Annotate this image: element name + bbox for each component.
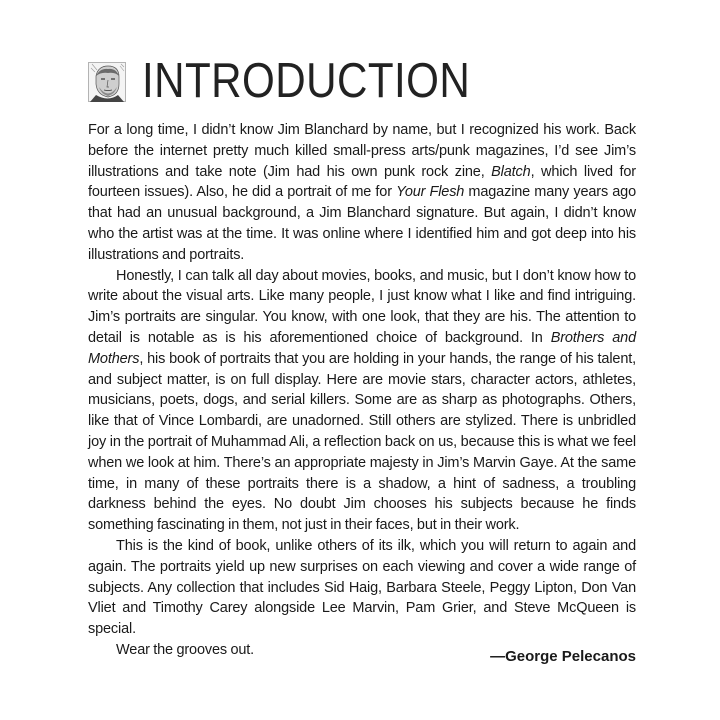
author-portrait-icon [88, 62, 126, 102]
paragraph [88, 536, 636, 640]
paragraph-text: For a long time, I didn’t know Jim Blanchard by name, but I recognized his work. Back before the internet pretty much killed small-press arts/punk magazines, I’d see Jim’s illustrations and take note (Jim had his own punk rock zine, [88, 122, 636, 180]
chapter-heading [88, 56, 524, 106]
book-title: Brothers and Mothers [88, 329, 636, 367]
paragraph-text: This is the kind of book, unlike others of its ilk, which you will return to again and again. The portraits yield up new surprises on each viewing and cover a wide range of subjects. Any collection that includes Sid Haig, Barbara Steele, Peggy Lipton, Don Van Vliet and Timothy Carey alongside Lee Marvin, Pam Grier, and Steve McQueen is special. [88, 537, 636, 638]
article-body [88, 120, 636, 661]
paragraph-text: Honestly, I can talk all day about movies, books, and music, but I don’t know how to write about the visual arts. Like many people, I just know what I like and find intriguing. Jim’s portraits are singular. You know, with one look, that they are his. The attention to detail is notable as is his aforementioned choice of background. In [88, 267, 636, 346]
paragraph-text: , which lived for fourteen issues). Also, he did a portrait of me for [88, 163, 636, 201]
paragraph-text: magazine many years ago that had an unusual background, a Jim Blanchard signature. But again, I didn’t know who the artist was at the time. It was online where I identified him and got deep into his illustrations and portraits. [88, 184, 636, 263]
paragraph [88, 266, 636, 536]
zine-title: Blatch [491, 163, 531, 180]
paragraph-text: , his book of portraits that you are holding in your hands, the range of his talent, and subject matter, is on full display. Here are movie stars, character actors, athletes, musicians, poets, dogs, and serial killers. Some are as sharp as photographs. Others, like that of Vince Lombardi, are unadorned. Still others are stylized. There is unbridled joy in the portrait of Muhammad Ali, a reflection back on us, because this is what we feel when we look at him. There’s an appropriate majesty in Jim’s Marvin Gaye. At the same time, in many of these portraits there is a shadow, a hint of sadness, a troubling darkness behind the eyes. No doubt Jim chooses his subjects because he finds something fascinating in them, not just in their faces, but in their work. [88, 350, 636, 534]
magazine-title: Your Flesh [396, 184, 465, 201]
page-title: INTRODUCTION [142, 54, 471, 108]
paragraph-text: Wear the grooves out. [116, 641, 255, 658]
paragraph [88, 120, 636, 266]
author-signature: —George Pelecanos [490, 648, 636, 665]
